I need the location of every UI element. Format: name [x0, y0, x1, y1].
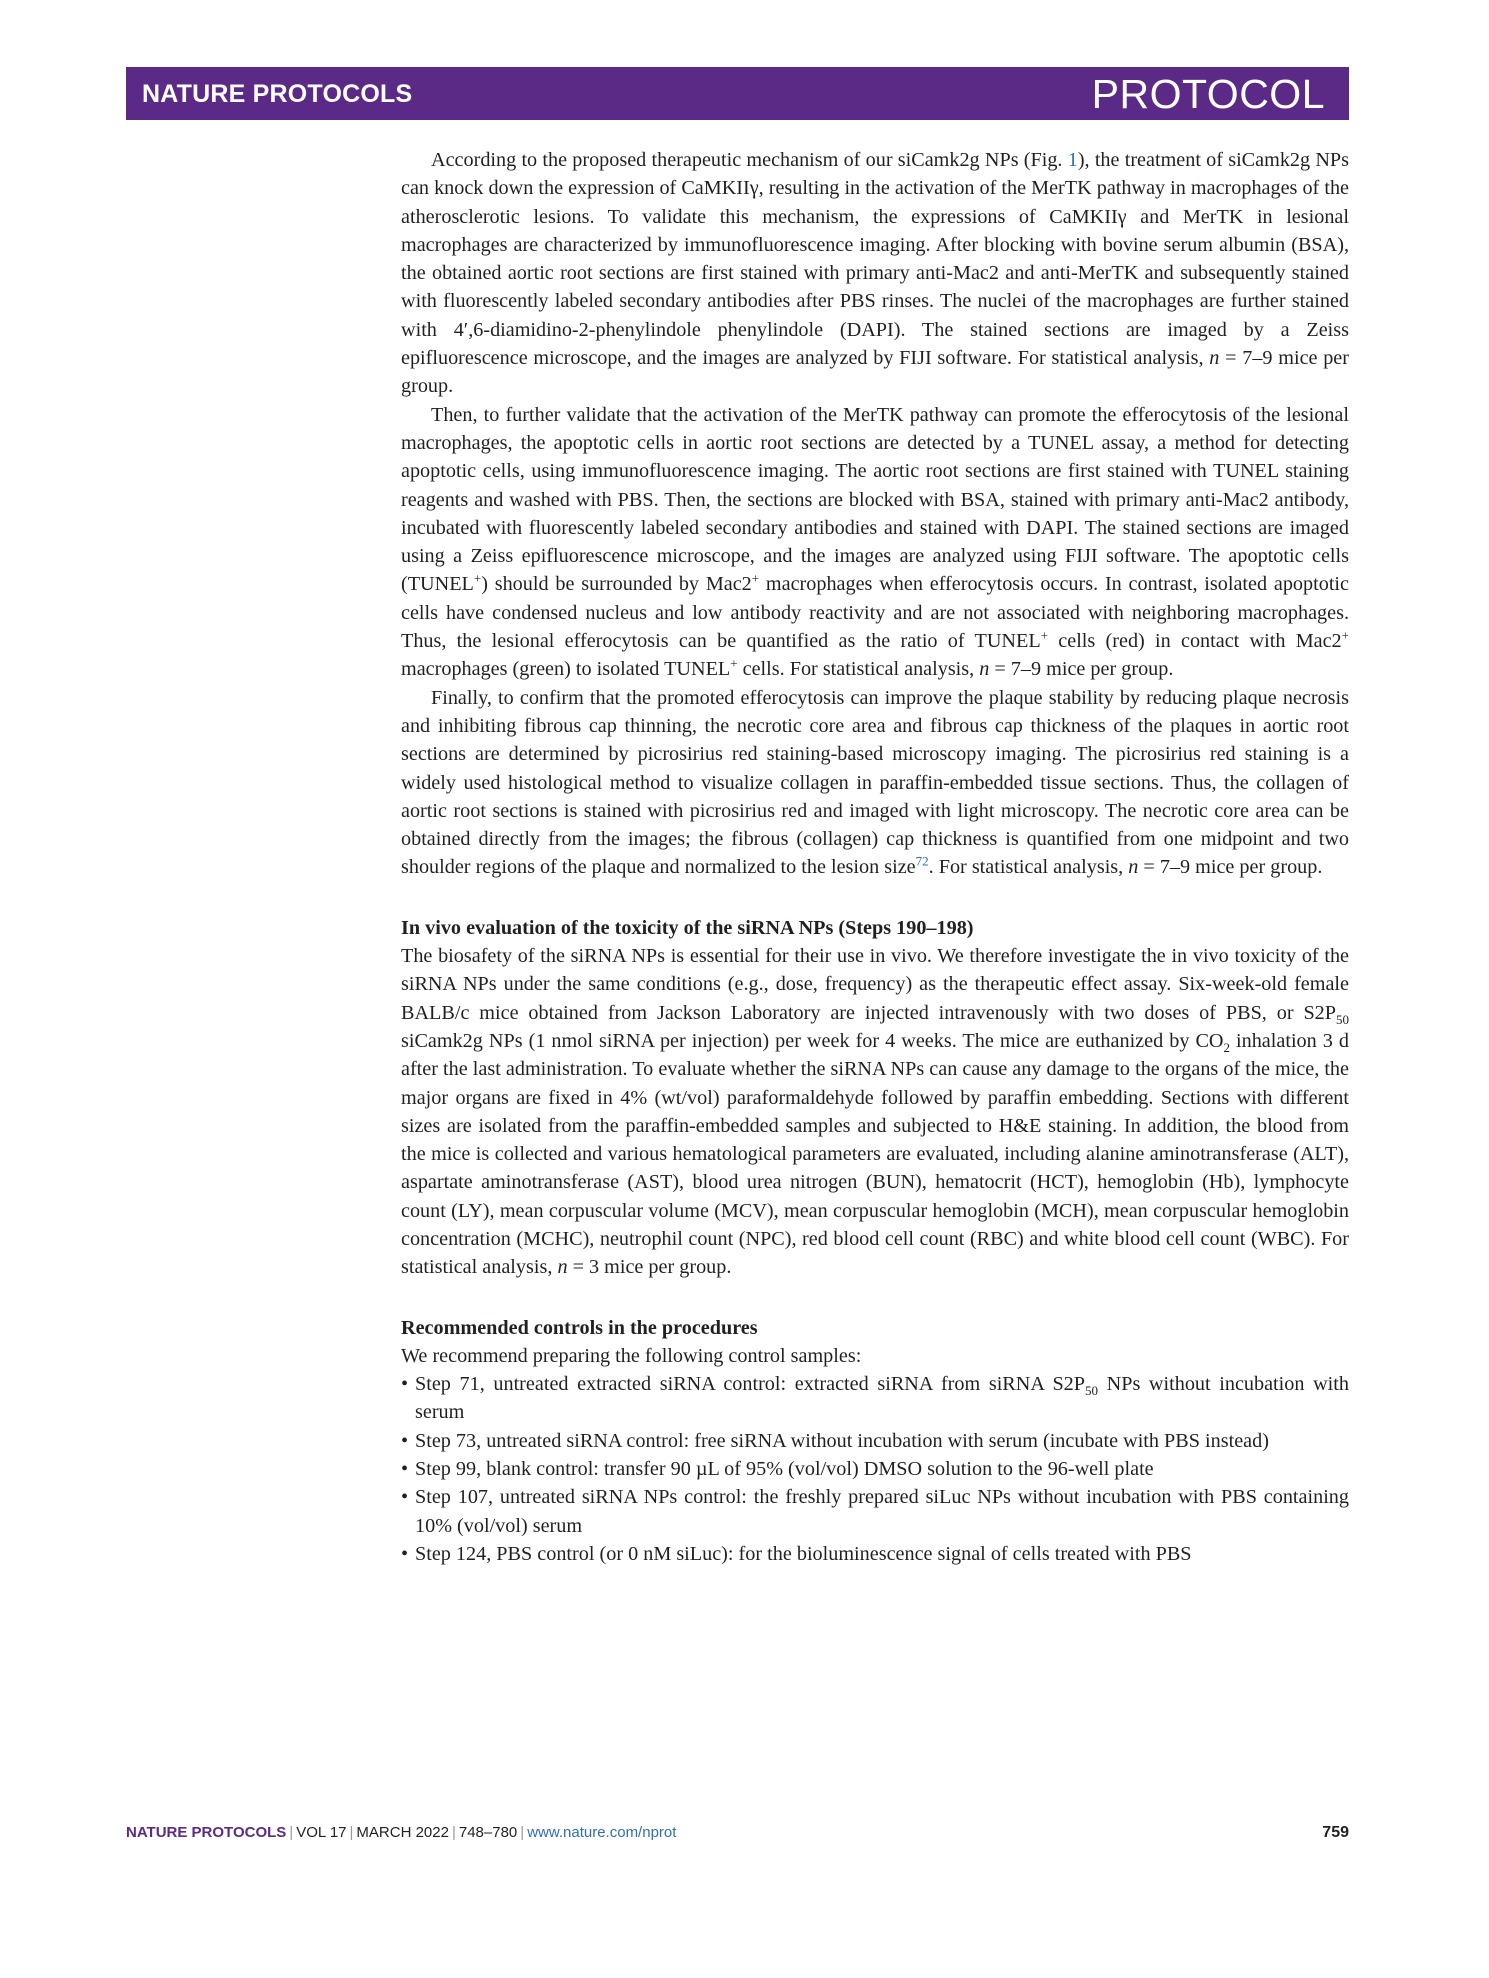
paragraph-plaque-stability: Finally, to confirm that the promoted efferocytosis can improve the plaque stability by reducing plaque necrosis and inhibiting fibrous cap thinning, the necrotic core area and fibrous cap thickness of the plaques in aortic root sections are determined by picrosirius red staining-based microscopy imaging. The picrosirius red staining is a widely used histological method to visualize collagen in paraffin-embedded tissue sections. Thus, the collagen of aortic root sections is stained with picrosirius red and imaged with light microscopy. The necrotic core area can be obtained directly from the images; the fibrous (collagen) cap thickness is quantified from one midpoint and two shoulder regions of the plaque and normalized to the lesion size$^{72}$. For statistical analysis, n = 7–9 mice per group.: [401, 686, 1349, 879]
bullet-icon: •: [401, 1486, 409, 1509]
page-number: 759: [1322, 1824, 1349, 1841]
footer-journal: NATURE PROTOCOLS: [126, 1824, 287, 1841]
footer-date: MARCH 2022: [356, 1824, 449, 1841]
footer-citation: NATURE PROTOCOLS | VOL 17 | MARCH 2022 | 748–780 | www.nature.com/nprot: [126, 1824, 677, 1841]
bullet-icon: •: [401, 1429, 409, 1452]
paragraph-toxicity: The biosafety of the siRNA NPs is essential for their use in vivo. We therefore investigate the in vivo toxicity of the siRNA NPs under the same conditions (e.g., dose, frequency) as the therapeutic effect assay. Six-week-old female BALB/c mice obtained from Jackson Laboratory are injected intravenously with two doses of PBS, or $S2P_{50}$ siCamk2g NPs (1 nmol siRNA per injection) per week for 4 weeks. The mice are euthanized by $CO_2$ inhalation 3 d after the last administration. To evaluate whether the siRNA NPs can cause any damage to the organs of the mice, the major organs are fixed in 4% (wt/vol) paraformaldehyde followed by paraffin embedding. Sections with different sizes are isolated from the paraffin-embedded samples and subjected to H&E staining. In addition, the blood from the mice is collected and various hematological parameters are evaluated, including alanine aminotransferase (ALT), aspartate aminotransferase (AST), blood urea nitrogen (BUN), hematocrit (HCT), hemoglobin (Hb), lymphocyte count (LY), mean corpuscular volume (MCV), mean corpuscular hemoglobin (MCH), mean corpuscular hemoglobin concentration (MCHC), neutrophil count (NPC), red blood cell count (RBC) and white blood cell count (WBC). For statistical analysis, n = 3 mice per group.: [401, 945, 1349, 1279]
bullet-icon: •: [401, 1542, 409, 1565]
paragraph-controls-intro: We recommend preparing the following control samples:: [401, 1344, 862, 1367]
bullet-icon: •: [401, 1458, 409, 1481]
list-item: • Step 99, blank control: transfer 90 µL of 95% (vol/vol) DMSO solution to the 96-well plate: [401, 1455, 1349, 1483]
journal-name: NATURE PROTOCOLS: [142, 80, 413, 108]
footer-volume: VOL 17: [296, 1824, 347, 1841]
figure-reference-link[interactable]: 1: [1067, 149, 1078, 171]
list-item: • Step 124, PBS control (or 0 nM siLuc): for the bioluminescence signal of cells treated with PBS: [401, 1540, 1349, 1568]
citation-reference-link[interactable]: 72: [915, 853, 929, 869]
page-footer: [126, 1824, 1349, 1848]
footer-url-link[interactable]: www.nature.com/nprot: [527, 1824, 677, 1841]
list-item: • Step 71, untreated extracted siRNA control: extracted siRNA from siRNA $S2P_{50}$ NPs without incubation with serum: [401, 1370, 1349, 1427]
journal-header-banner: [126, 67, 1349, 120]
list-item: • Step 107, untreated siRNA NPs control: the freshly prepared siLuc NPs without incubation with PBS containing 10% (vol/vol) serum: [401, 1483, 1349, 1540]
paragraph-efferocytosis: Then, to further validate that the activation of the MerTK pathway can promote the efferocytosis of the lesional macrophages, the apoptotic cells in aortic root sections are detected by a TUNEL assay, a method for detecting apoptotic cells, using immunofluorescence imaging. The aortic root sections are first stained with TUNEL staining reagents and washed with PBS. Then, the sections are blocked with BSA, stained with primary anti-Mac2 antibody, incubated with fluorescently labeled secondary antibodies and stained with DAPI. The stained sections are imaged using a Zeiss epifluorescence microscope, and the images are analyzed using FIJI software. The apoptotic cells (TUNEL+) should be surrounded by Mac2+ macrophages when efferocytosis occurs. In contrast, isolated apoptotic cells have condensed nucleus and low antibody reactivity and are not associated with neighboring macrophages. Thus, the lesional efferocytosis can be quantified as the ratio of TUNEL+ cells (red) in contact with Mac2+ macrophages (green) to isolated TUNEL+ cells. For statistical analysis, n = 7–9 mice per group.: [401, 403, 1350, 681]
controls-list: [401, 1370, 1349, 1568]
bullet-icon: •: [401, 1373, 409, 1396]
paragraph-mechanism: According to the proposed therapeutic mechanism of our siCamk2g NPs (Fig. 1), the treatment of siCamk2g NPs can knock down the expression of CaMKIIγ, resulting in the activation of the MerTK pathway in macrophages of the atherosclerotic lesions. To validate this mechanism, the expressions of CaMKIIγ and MerTK in lesional macrophages are characterized by immunofluorescence imaging. After blocking with bovine serum albumin (BSA), the obtained aortic root sections are first stained with primary anti-Mac2 and anti-MerTK and subsequently stained with fluorescently labeled secondary antibodies after PBS rinses. The nuclei of the macrophages are further stained with 4′,6-diamidino-2-phenylindole phenylindole (DAPI). The stained sections are imaged by a Zeiss epifluorescence microscope, and the images are analyzed by FIJI software. For statistical analysis, n = 7–9 mice per group.: [401, 149, 1349, 398]
article-body: [401, 146, 1349, 1568]
article-type: PROTOCOL: [1091, 71, 1325, 117]
section-heading-toxicity: In vivo evaluation of the toxicity of the siRNA NPs (Steps 190–198): [401, 916, 974, 939]
footer-pages: 748–780: [458, 1824, 518, 1841]
list-item: • Step 73, untreated siRNA control: free siRNA without incubation with serum (incubate with PBS instead): [401, 1427, 1349, 1455]
section-heading-controls: Recommended controls in the procedures: [401, 1316, 758, 1339]
